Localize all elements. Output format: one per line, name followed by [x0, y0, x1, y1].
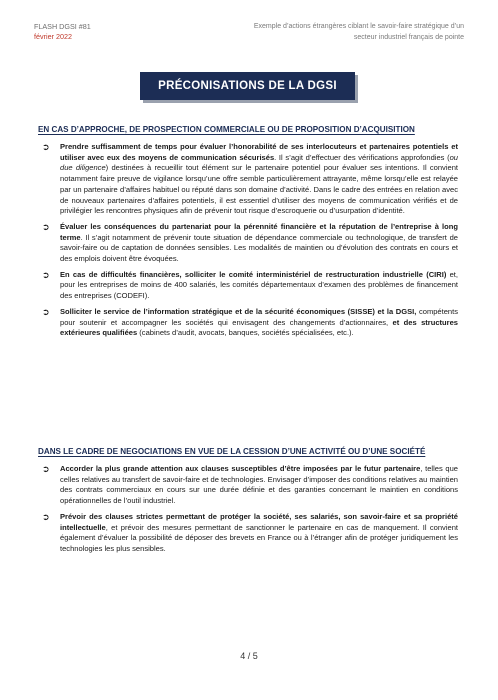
item-text: ) destinées à recueillir tout élément sur le partenaire potentiel pour évaluer ses intentions. Il convient notamment faire preuve de vigilance lorsqu’une offre semble particulièrement attrayante, même lorsqu’elle est relayée par un partenaire d’affaires habituel ou réputé dans son domaine d’activité. Dans le cadre des entrées en relation avec de nouveaux partenaires d’affaires potentiels, il est essentiel d’utiliser des moyens de communication vérifiés et de privilégier les rencontres physiques afin de prévenir tout risque d’escroquerie ou d’usurpation d’identité.	[60, 163, 458, 216]
item-bold: Prendre suffisamment de temps pour évaluer l’honorabilité de ses interlocuteurs et partenaires potentiels et utiliser avec eux des moyens de communication sécurisés	[60, 142, 458, 162]
item-text: (cabinets d’audit, avocats, banques, sociétés spécialisées, etc.).	[137, 328, 354, 338]
item-bold: En cas de difficultés financières, solliciter le comité interministériel de restructuration industrielle (CIRI)	[60, 269, 447, 279]
arrow-right-icon: ➲	[42, 269, 50, 280]
item-bold: Prévoir des clauses strictes permettant de protéger la société, ses salariés, son savoir-faire et sa propriété intellectuelle	[60, 511, 458, 532]
item-bold: et des structures extérieures qualifiées	[60, 317, 458, 338]
section-banner: PRÉCONISATIONS DE LA DGSI	[140, 72, 355, 100]
item-text: , et prévoir des mesures permettant de sanctionner le partenaire en cas de manquement. Il convient également d’évaluer la possibilité de déposer des brevets en France ou à l’étranger afin de protéger juridiquement les technologies les plus sensibles.	[60, 522, 458, 553]
item-bold: Évaluer les conséquences du partenariat pour la pérennité financière et la réputation de l’entreprise à long terme	[60, 221, 458, 242]
item-italic: ou due diligence	[60, 152, 458, 173]
item-text: . Il s’agit d’effectuer des vérifications approfondies (	[274, 152, 450, 162]
header-subject-line2: secteur industriel français de pointe	[353, 33, 464, 41]
section-title: DANS LE CADRE DE NEGOCIATIONS EN VUE DE LA CESSION D’UNE ACTIVITÉ OU D’UNE SOCIÉTÉ	[38, 447, 426, 456]
list-item	[38, 307, 458, 339]
list-item	[38, 270, 458, 302]
item-text: . Il s’agit notamment de prévenir toute situation de dépendance commerciale ou technologique, de transfert de savoir-faire ou de captation de données sensibles. Les modalités de maintien ou d’évolution des contrats en cours et des emplois doivent être évoquées.	[60, 232, 458, 264]
arrow-right-icon: ➲	[42, 306, 50, 317]
publication-date: février 2022	[34, 32, 72, 41]
header-left	[34, 22, 91, 42]
section-negotiation	[38, 446, 458, 560]
list-item	[38, 222, 458, 265]
flash-number: FLASH DGSI #81	[34, 22, 91, 31]
arrow-right-icon: ➲	[42, 142, 50, 152]
page-number: 4 / 5	[240, 651, 258, 661]
item-bold: Accorder la plus grande attention aux clauses susceptibles d’être imposées par le futur partenaire	[60, 464, 421, 473]
section-approach	[38, 124, 458, 344]
page-header	[34, 22, 464, 62]
item-text: compétents pour soutenir et accompagner les sociétés qui envisagent des changements d’actionnaires,	[60, 306, 458, 327]
arrow-right-icon: ➲	[42, 511, 50, 522]
item-text: , telles que celles relatives au transfert de savoir-faire et de technologies. Envisager d’imposer des conditions relatives au maintien des contrats commerciaux en cours sur une durée définie et des garanties concernant le maintien en conditions opérationnelles de l’outil industriel.	[60, 464, 458, 506]
item-bold: Solliciter le service de l’information stratégique et de la sécurité économiques (SISSE) et la DGSI,	[60, 306, 417, 316]
recommendation-list	[38, 142, 458, 339]
recommendation-list	[38, 464, 458, 555]
arrow-right-icon: ➲	[42, 221, 50, 232]
item-text: et, pour les entreprises de moins de 400 salariés, les comités départementaux d’examen des problèmes de financement des entreprises (CODEFI).	[60, 269, 458, 301]
list-item	[38, 512, 458, 555]
list-item	[38, 142, 458, 217]
list-item	[38, 464, 458, 507]
arrow-right-icon: ➲	[42, 464, 50, 474]
section-title: EN CAS D’APPROCHE, DE PROSPECTION COMMERCIALE OU DE PROPOSITION D’ACQUISITION	[38, 125, 415, 134]
header-subject	[224, 22, 464, 43]
header-subject-line1: Exemple d’actions étrangères ciblant le savoir-faire stratégique d’un	[253, 23, 464, 30]
